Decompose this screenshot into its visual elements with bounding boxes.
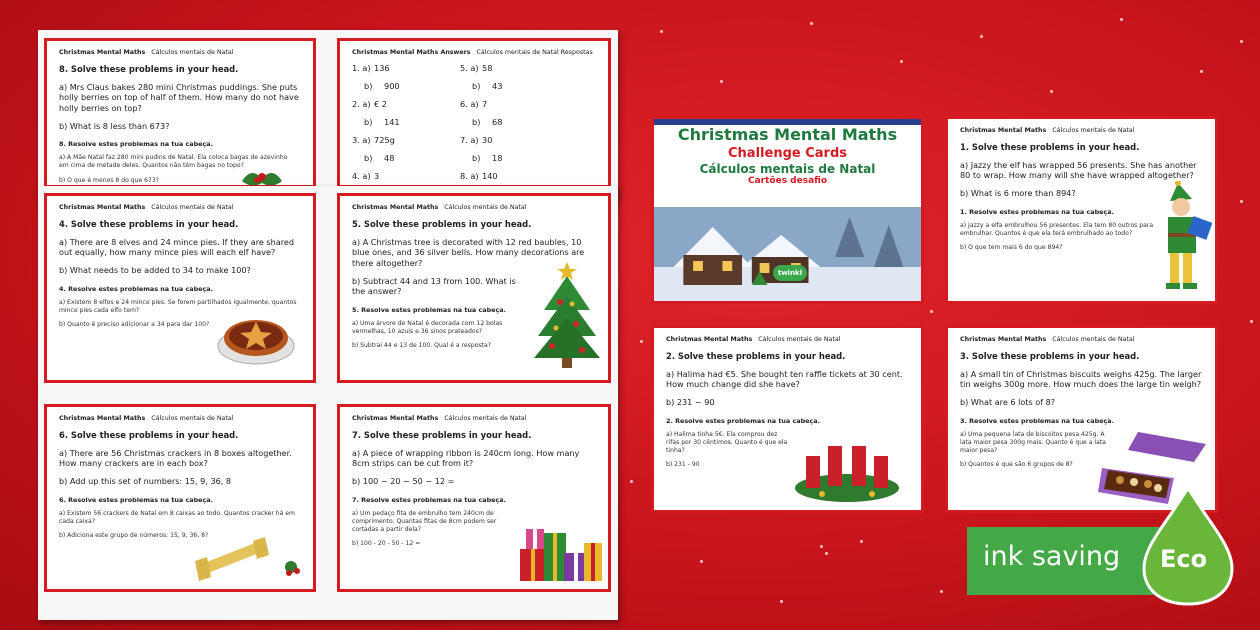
question-b: b) 231 − 90 [666, 396, 715, 407]
card-title: 5. Solve these problems in your head. [352, 219, 532, 229]
question-a: a) A small tin of Christmas biscuits weighs 425g. The larger tin weighs 300g more. How much does the large tin weigh? [960, 368, 1202, 390]
pt-question-b: b) Quantos é que são 6 grupos de 8? [960, 461, 1073, 469]
pt-title: 5. Resolve estes problemas na tua cabeça. [352, 305, 507, 314]
question-b: b) What is 6 more than 894? [960, 187, 1076, 198]
pt-question-b: b) O que é menos 8 do que 673? [59, 176, 160, 184]
pt-question-b: b) Quanto é preciso adicionar a 34 para dar 100? [59, 320, 210, 328]
ink-saving-label: ink saving [983, 541, 1121, 572]
challenge-card-7 [337, 404, 611, 592]
question-b: b) 100 − 20 − 50 − 12 = [352, 475, 455, 486]
question-b: b) Subtract 44 and 13 from 100. What is the answer? [352, 275, 516, 297]
question-b: b) Add up this set of numbers: 15, 9, 36, 8 [59, 475, 232, 486]
challenge-card-2 [651, 325, 924, 513]
question-a: a) There are 56 Christmas crackers in 8 boxes altogether. How many crackers are in each box? [59, 447, 292, 469]
card-title: 8. Solve these problems in your head. [59, 64, 239, 74]
question-a: a) A Christmas tree is decorated with 12 red baubles, 10 blue ones, and 36 silver bells. How many decorations are there altogether? [352, 236, 585, 268]
eco-label: Eco [1160, 545, 1208, 573]
question-a: a) Halima had €5. She bought ten raffle tickets at 30 cent. How much change did she have? [666, 368, 903, 390]
pt-question-b: b) 100 - 20 - 50 - 12 = [352, 540, 421, 548]
cover-subtitle-pt: Cartões desafio [747, 176, 828, 186]
cover-title: Christmas Mental Maths [677, 125, 898, 144]
question-a: a) Mrs Claus bakes 280 mini Christmas puddings. She puts holly berries on top of half of them. How many do not have holly berries on top? [59, 81, 299, 113]
christmas-tree-icon [532, 258, 602, 370]
card-title: 1. Solve these problems in your head. [960, 142, 1140, 152]
mince-pie-icon [215, 306, 297, 368]
pt-question-b: b) Adiciona este grupo de números: 15, 9, 36, 8? [59, 531, 209, 539]
pt-question-b: b) O que tem mais 6 do que 894? [960, 243, 1063, 251]
answers-header: Christmas Mental Maths Answers Cálculos mentais de Natal Respostas [352, 49, 593, 56]
card-header: Christmas Mental Maths Cálculos mentais de Natal [666, 336, 841, 343]
cover-card [651, 116, 924, 304]
presents-icon [518, 519, 604, 583]
answers-grid: 1. a) 136 5. a) 58 b) 900 b) 43 2. a) € 2 6. a) 7 b) 141 b) 68 3. a) 725g 7. a) 30 b) 48 b) 18 4. a) 3 8. a) 140 [352, 63, 503, 181]
card-header: Christmas Mental Maths Cálculos mentais de Natal [352, 204, 527, 211]
pt-question-a: a) Um pedaço fita de embrulho tem 240cm de comprimento. Quantas fitas de 8cm podem ser cortadas a partir dela? [352, 509, 497, 533]
card-title: 2. Solve these problems in your head. [666, 351, 846, 361]
elf-icon [1156, 181, 1212, 295]
challenge-card-8 [44, 38, 316, 188]
question-b: b) What is 8 less than 673? [59, 120, 170, 131]
question-a: a) There are 8 elves and 24 mince pies. If they are shared out equally, how many mince pies will each elf have? [59, 236, 294, 258]
question-a: a) Jazzy the elf has wrapped 56 presents. She has another 80 to wrap. How many will she have wrapped altogether? [960, 159, 1197, 181]
question-b: b) What needs to be added to 34 to make 100? [59, 264, 251, 275]
challenge-card-1 [945, 116, 1218, 304]
pt-title: 2. Resolve estes problemas na tua cabeça. [666, 416, 821, 425]
card-header: Christmas Mental Maths Cálculos mentais de Natal [59, 49, 234, 56]
question-b: b) What are 6 lots of 8? [960, 396, 1056, 407]
pt-question-a: a) A Mãe Natal faz 280 mini pudins de Natal. Ela coloca bagas de azevinho em cima de metade deles. Quantos não têm bagas no topo? [59, 154, 288, 170]
holly-icon [237, 161, 287, 188]
pt-title: 6. Resolve estes problemas na tua cabeça. [59, 495, 214, 504]
christmas-cracker-icon [195, 535, 305, 581]
cover-text [654, 119, 921, 207]
pt-title: 1. Resolve estes problemas na tua cabeça. [960, 207, 1115, 216]
card-header: Christmas Mental Maths Cálculos mentais de Natal [59, 415, 234, 422]
card-header: Christmas Mental Maths Cálculos mentais de Natal [960, 336, 1135, 343]
pt-question-a: a) Existem 8 elfos e 24 mince pies. Se forem partilhados igualmente, quantos mince pies cada elfo tem? [59, 298, 297, 314]
pt-question-a: a) Existem 56 crackers de Natal em 8 caixas ao todo. Quantos cracker há em cada caixa? [59, 509, 295, 525]
answers-card [337, 38, 611, 188]
card-header: Christmas Mental Maths Cálculos mentais de Natal [59, 204, 234, 211]
card-title: 3. Solve these problems in your head. [960, 351, 1140, 361]
pt-title: 7. Resolve estes problemas na tua cabeça. [352, 495, 507, 504]
pt-question-b: b) Subtrai 44 e 13 de 100. Qual é a resposta? [352, 342, 491, 350]
question-a: a) A piece of wrapping ribbon is 240cm long. How many 8cm strips can be cut from it? [352, 447, 580, 469]
challenge-card-5 [337, 193, 611, 383]
pt-question-b: b) 231 - 90 [666, 461, 700, 469]
challenge-card-6 [44, 404, 316, 592]
snowy-village-illustration [654, 207, 921, 304]
pt-question-a: a) Uma pequena lata de biscoitos pesa 425g. A lata maior pesa 300g mais. Quanto é que a lata maior pesa? [960, 430, 1106, 454]
card-header: Christmas Mental Maths Cálculos mentais de Natal [960, 127, 1135, 134]
pt-title: 8. Resolve estes problemas na tua cabeça. [59, 140, 214, 149]
card-header: Christmas Mental Maths Cálculos mentais de Natal [352, 415, 527, 422]
challenge-card-4 [44, 193, 316, 383]
pt-title: 3. Resolve estes problemas na tua cabeça. [960, 416, 1115, 425]
twinkl-logo: twinkl [773, 265, 807, 281]
card-title: 4. Solve these problems in your head. [59, 219, 239, 229]
advent-wreath-icon [792, 432, 902, 504]
cover-title-pt: Cálculos mentais de Natal [699, 162, 876, 176]
card-title: 6. Solve these problems in your head. [59, 430, 239, 440]
pt-question-a: a) Uma árvore de Natal é decorada com 12 bolas vermelhas, 10 azuis e 36 sinos prateados? [352, 319, 503, 336]
pt-title: 4. Resolve estes problemas na tua cabeça. [59, 284, 214, 293]
card-title: 7. Solve these problems in your head. [352, 430, 532, 440]
cover-subtitle-en: Challenge Cards [728, 146, 847, 161]
pt-question-a: a) Jazzy a elfa embrulhou 56 presentes. Ela tem 80 outros para embrulhar. Quantos é que ela terá embrulhado ao todo? [960, 221, 1154, 237]
pt-question-a: a) Halima tinha 5€. Ela comprou dez rifas por 30 cêntimos. Quanto é que ela tinha? [666, 430, 788, 454]
